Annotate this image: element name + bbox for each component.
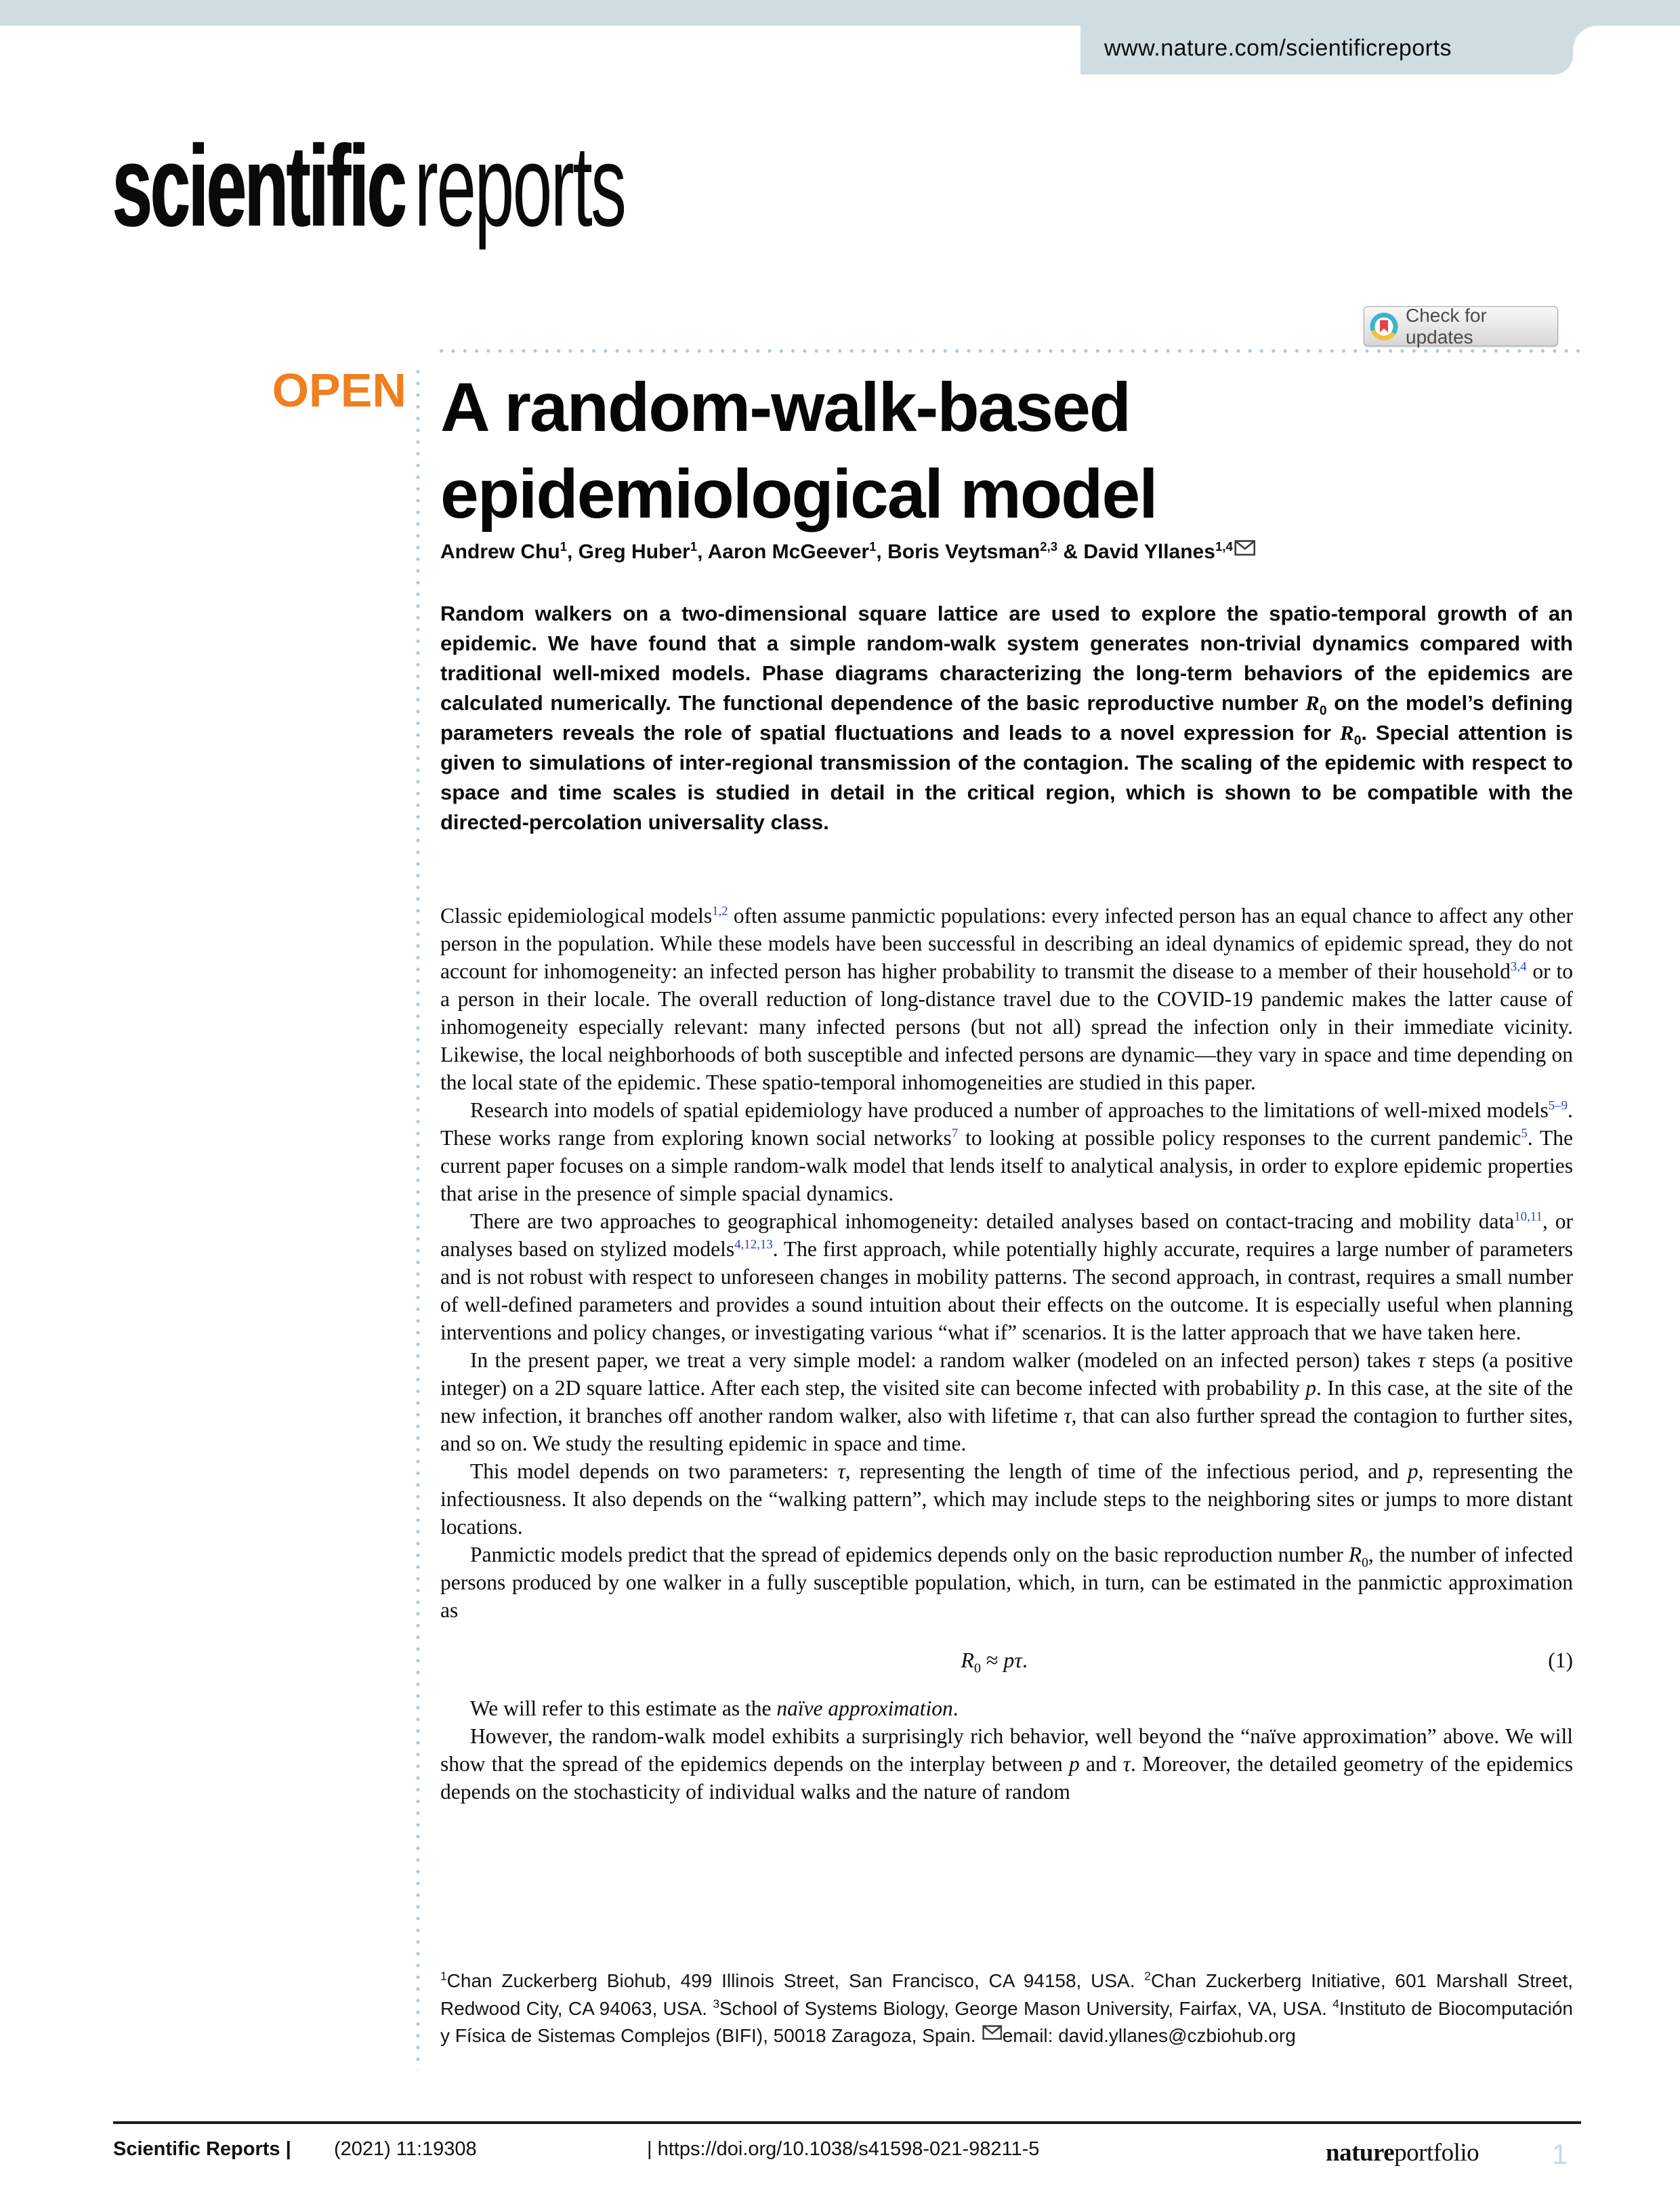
abstract: Random walkers on a two-dimensional square lattice are used to explore the spatio-temporal growth of an epidemic. We have found that a simple random-walk system generates non-trivial dynamics compared with traditional well-mixed models. Phase diagrams characterizing the long-term behaviors of the epidemics are calculated numerically. The functional dependence of the basic reproductive number $R_0$ on the model’s defining parameters reveals the role of spatial fluctuations and leads to a novel expression for $R_0$. Special attention is given to simulations of inter-regional transmission of the contagion. The scaling of the epidemic with respect to space and time scales is studied in detail in the critical region, which is shown to be compatible with the directed-percolation universality class. <box>440 602 1573 834</box>
body-paragraph: Panmictic models predict that the spread of epidemics depends only on the basic reproduction number $R_0$, the number of infected persons produced by one walker in a fully susceptible population, which, in turn, can be estimated in the panmictic approximation as <box>440 1543 1573 1622</box>
journal-url-tab <box>1080 0 1573 75</box>
body-paragraph: This model depends on two parameters: τ, representing the length of time of the infectious period, and p, representing the infectiousness. It also depends on the “walking pattern”, which may include steps to the neighboring sites or jumps to more distant locations. <box>440 1459 1573 1539</box>
nature-portfolio-logo: natureportfolio <box>1326 2139 1479 2167</box>
equation <box>440 1646 1573 1674</box>
body-paragraph: Research into models of spatial epidemiology have produced a number of approaches to the limitations of well-mixed models$^{5-9}$. These works range from exploring known social networks$^7$ to looking at possible policy responses to the current pandemic$^5$. The current paper focuses on a simple random-walk model that lends itself to analytical analysis, in order to explore epidemic properties that arise in the presence of simple spacial dynamics. <box>440 1098 1573 1205</box>
reference-link[interactable]: 5 <box>1521 1126 1528 1141</box>
authors-line: Andrew Chu$^1$, Greg Huber$^1$, Aaron McGeever$^1$, Boris Veytsman$^{2,3}$ & David Yllanes$^{1,4}$ <box>440 540 1578 564</box>
dotted-divider-vertical <box>415 366 421 2070</box>
dotted-divider-horizontal <box>436 348 1582 354</box>
equation-body: $R_0 \approx p\tau$. <box>961 1648 1028 1676</box>
body-paragraph: We will refer to this estimate as the naïve approximation. <box>470 1696 959 1720</box>
banner-corner-fillet <box>1573 26 1597 50</box>
journal-url[interactable]: www.nature.com/scientificreports <box>1104 35 1452 61</box>
journal-logo <box>112 122 625 251</box>
reference-link[interactable]: 5–9 <box>1548 1098 1568 1113</box>
reference-link[interactable]: 4,12,13 <box>734 1237 773 1252</box>
body-paragraph: However, the random-walk model exhibits a surprisingly rich behavior, well beyond the “naïve approximation” above. We will show that the spread of the epidemics depends on the interplay between p and τ. Moreover, the detailed geometry of the epidemics depends on the stochasticity of individual walks and the nature of random <box>440 1724 1573 1804</box>
article-title: A random-walk-based epidemiological model <box>440 369 1157 533</box>
crossmark-icon <box>1369 312 1399 341</box>
footer-doi-link[interactable]: | https://doi.org/10.1038/s41598-021-98211-5 <box>647 2138 1040 2160</box>
reference-link[interactable]: 1,2 <box>712 904 728 919</box>
reference-link[interactable]: 7 <box>951 1126 959 1141</box>
envelope-icon <box>1234 540 1256 556</box>
equation-number: (1) <box>1548 1648 1573 1672</box>
affiliations-footnote: $^1$Chan Zuckerberg Biohub, 499 Illinois Street, San Francisco, CA 94158, USA. $^2$Chan Zuckerberg Initiative, 601 Marshall Street, Redwood City, CA 94063, USA. $^3$School of Systems Biology, George Mason University, Fairfax, VA, USA. $^4$Instituto de Biocomputación y Física de Sistemas Complejos (BIFI), 50018 Zaragoza, Spain. email: david.yllanes@czbiohub.org <box>440 1969 1574 2046</box>
footer-citation: (2021) 11:19308 <box>334 2138 477 2160</box>
journal-logo-reports: reports <box>414 122 625 251</box>
envelope-icon <box>982 2025 1002 2040</box>
footer-journal-name: Scientific Reports | <box>113 2138 291 2160</box>
page-number: 1 <box>1552 2138 1568 2170</box>
footer <box>113 2134 1631 2178</box>
reference-link[interactable]: 10,11 <box>1514 1209 1542 1224</box>
reference-link[interactable]: 3,4 <box>1510 959 1527 974</box>
body-paragraph: There are two approaches to geographical inhomogeneity: detailed analyses based on contact-tracing and mobility data$^{10,11}$, or analyses based on stylized models$^{4,12,13}$. The first approach, while potentially highly accurate, requires a large number of parameters and is not robust with respect to unforeseen changes in mobility patterns. The second approach, in contrast, requires a small number of well-defined parameters and provides a sound intuition about their effects on the outcome. It is especially useful when planning interventions and policy changes, or investigating various “what if” scenarios. It is the latter approach that we have taken here. <box>440 1209 1573 1344</box>
body-paragraph: In the present paper, we treat a very simple model: a random walker (modeled on an infected person) takes τ steps (a positive integer) on a 2D square lattice. After each step, the visited site can become infected with probability p. In this case, at the site of the new infection, it branches off another random walker, also with lifetime τ, that can also further spread the contagion to further sites, and so on. We study the resulting epidemic in space and time. <box>440 1348 1573 1455</box>
footer-rule <box>113 2121 1581 2124</box>
body-paragraph: Classic epidemiological models$^{1,2}$ often assume panmictic populations: every infected person has an equal chance to affect any other person in the population. While these models have been successful in describing an ideal dynamics of epidemic spread, they do not account for inhomogeneity: an infected person has higher probability to transmit the disease to a member of their household$^{3,4}$ or to a person in their locale. The overall reduction of long-distance travel due to the COVID-19 pandemic makes the latter cause of inhomogeneity especially relevant: many infected persons (but not all) spread the infection only in their immediate vicinity. Likewise, the local neighborhoods of both susceptible and infected persons are dynamic—they vary in space and time depending on the local state of the epidemic. These spatio-temporal inhomogeneities are studied in this paper. <box>440 904 1573 1094</box>
check-for-updates-badge[interactable] <box>1364 306 1558 346</box>
journal-logo-scientific: scientific <box>112 122 406 251</box>
body-text <box>440 902 1573 1806</box>
open-access-label: OPEN <box>272 364 406 417</box>
check-for-updates-label: Check for updates <box>1406 304 1487 348</box>
